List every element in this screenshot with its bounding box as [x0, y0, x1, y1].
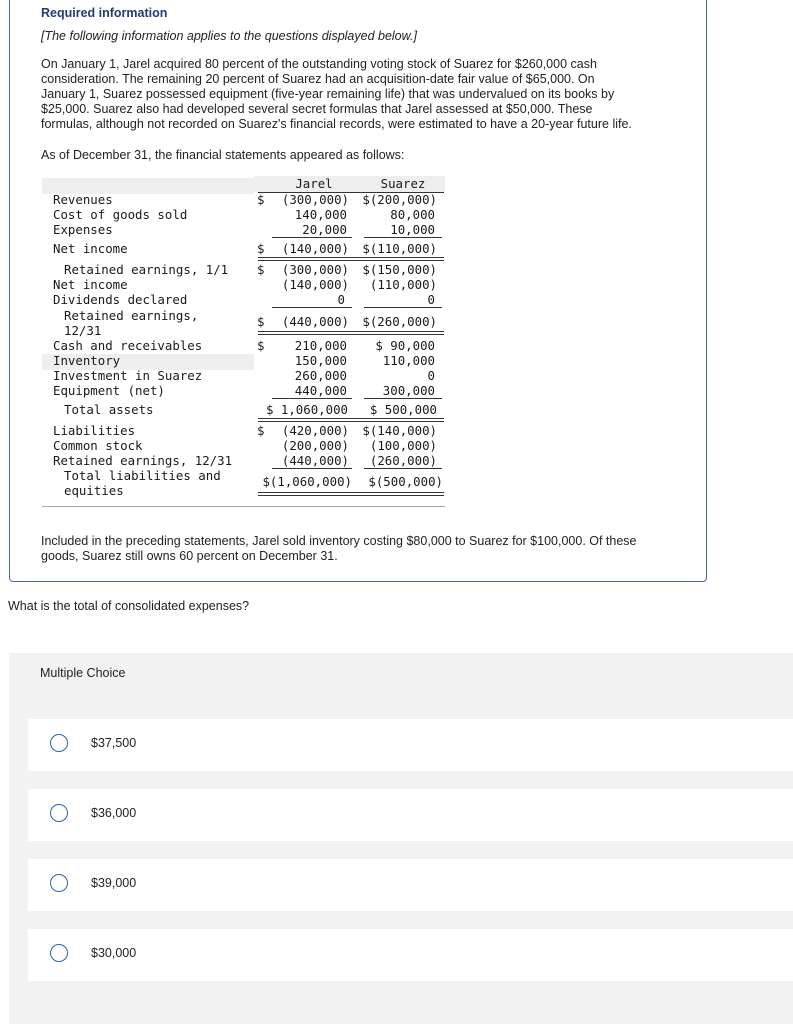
subtotal-rule	[364, 307, 442, 308]
included-paragraph	[41, 534, 691, 564]
total-rule	[258, 492, 444, 496]
radio-button-icon[interactable]	[50, 734, 68, 752]
financial-statements-table: Jarel Suarez Revenues $ (300,000) $(200,000) Cost of goods sold 140,000 80,000 Expenses 20,000 10,000 Net income $ (140,000) $(110,000) Retained earnings, 1/1 $ (300,000) $(150,000) Net income (140,000) (110,000) Dividends declared 0 0 Retained earnings, 12/31 $ (440,000) $(260,000) Cash and receivables $ 210,000 $ 90,000 Inventory 150,000 110,000 Investment in Suarez 260,000 0 Equipment (net) 440,000 300,000 Total assets $ 1,060,000 $ 500,000 Liabilities $ (420,000) $(140,000) Common stock (200,000) (100,000) Retained earnings, 12/31 (440,000) (260,000) Total liabilities and equities $(1,060,000) $(500,000)	[42, 176, 445, 510]
included-line: Included in the preceding statements, Jarel sold inventory costing $80,000 to Suarez for $100,000. Of these	[41, 534, 637, 548]
answer-option-d[interactable]	[28, 929, 793, 981]
subtotal-rule	[272, 468, 352, 469]
required-info-title: Required information	[41, 6, 168, 20]
subtotal-rule	[272, 307, 352, 308]
option-label: $37,500	[91, 736, 137, 750]
intro-line: On January 1, Jarel acquired 80 percent of the outstanding voting stock of Suarez for $260,000 cash	[41, 57, 597, 71]
total-rule	[258, 331, 444, 335]
multiple-choice-panel	[9, 653, 793, 1024]
intro-line: $25,000. Suarez also had developed several secret formulas that Jarel assessed at $50,000. These	[41, 102, 593, 116]
answer-option-b[interactable]	[28, 789, 793, 841]
info-note: [The following information applies to the questions displayed below.]	[41, 29, 417, 43]
option-label: $30,000	[91, 946, 137, 960]
option-label: $36,000	[91, 806, 137, 820]
total-rule	[258, 257, 444, 261]
table-bottom-rule	[42, 506, 445, 507]
radio-button-icon[interactable]	[50, 874, 68, 892]
as-of-text: As of December 31, the financial statements appeared as follows:	[41, 148, 405, 162]
intro-paragraph	[41, 57, 681, 132]
included-line: goods, Suarez still owns 60 percent on December 31.	[41, 549, 338, 563]
subtotal-rule	[364, 398, 442, 399]
answer-option-c[interactable]	[28, 859, 793, 911]
answer-option-a[interactable]	[28, 719, 793, 771]
radio-button-icon[interactable]	[50, 804, 68, 822]
subtotal-rule	[272, 237, 352, 238]
intro-line: January 1, Suarez possessed equipment (five-year remaining life) that was undervalued on its books by	[41, 87, 615, 101]
intro-line: formulas, although not recorded on Suarez's financial records, were estimated to have a 20-year future life.	[41, 117, 632, 131]
intro-line: consideration. The remaining 20 percent of Suarez had an acquisition-date fair value of $65,000. On	[41, 72, 595, 86]
radio-button-icon[interactable]	[50, 944, 68, 962]
column-header-suarez: Suarez	[380, 176, 426, 191]
subtotal-rule	[272, 398, 352, 399]
option-label: $39,000	[91, 876, 137, 890]
subtotal-rule	[364, 468, 442, 469]
multiple-choice-title: Multiple Choice	[40, 666, 126, 680]
subtotal-rule	[364, 237, 442, 238]
question-text: What is the total of consolidated expenses?	[8, 599, 250, 613]
total-rule	[258, 418, 444, 422]
column-header-jarel: Jarel	[295, 176, 333, 191]
